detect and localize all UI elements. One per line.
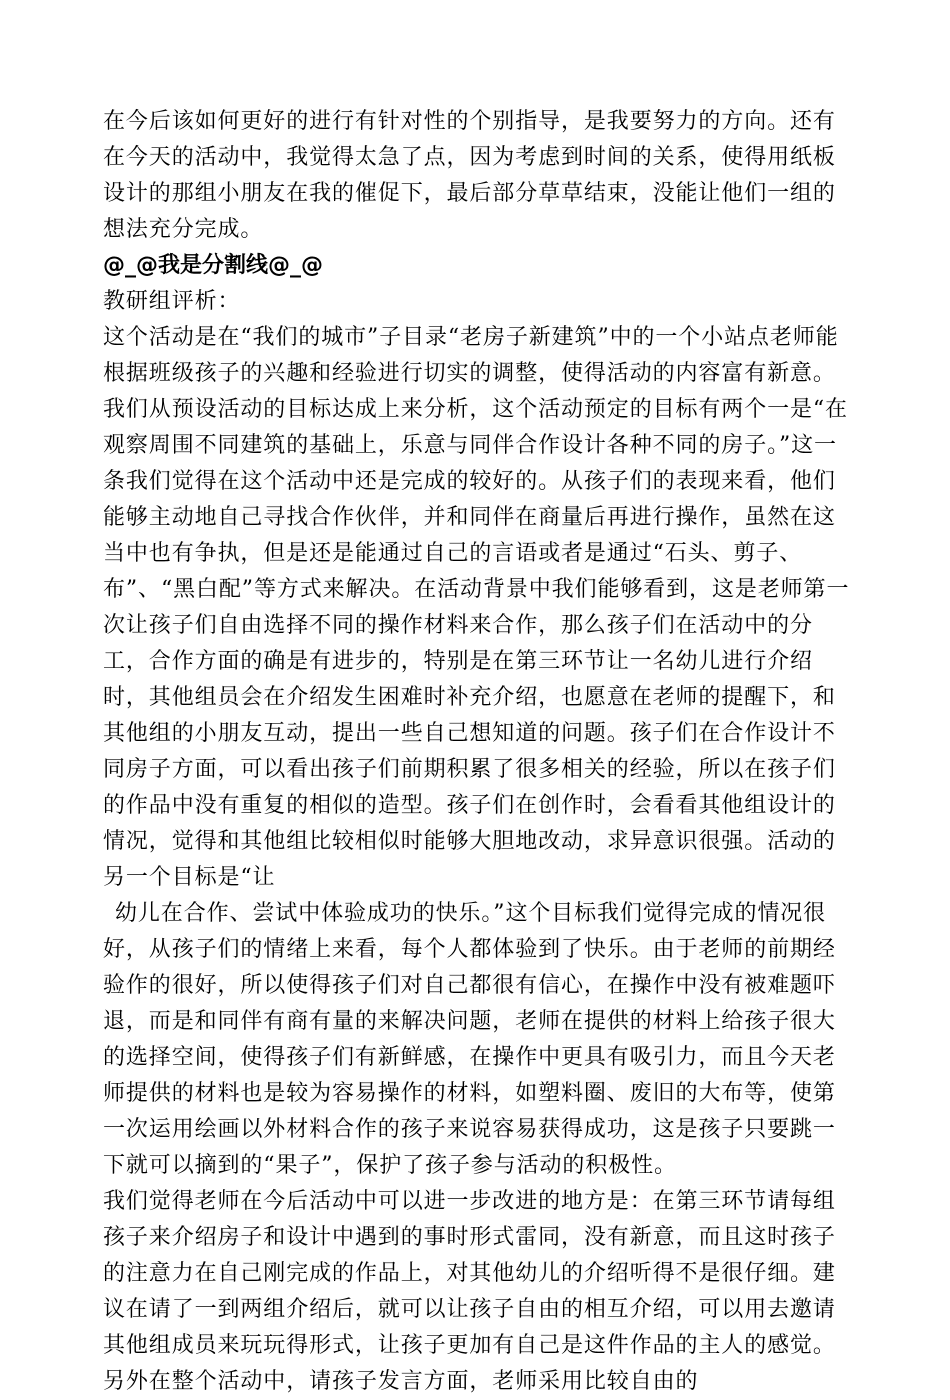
analysis-paragraph-2: 幼儿在合作、尝试中体验成功的快乐。”这个目标我们觉得完成的情况很好，从孩子们的情绪上来看，每个人都体验到了快乐。由于老师的前期经验作的很好，所以使得孩子们对自己都很有信心，在操作中没有被难题吓退，而是和同伴有商有量的来解决问题，老师在提供的材料上给孩子很大的选择空间，使得孩子们有新鲜感，在操作中更具有吸引力，而且今天老师提供的材料也是较为容易操作的材料，如塑料圈、废旧的大布等，使第一次运用绘画以外材料合作的孩子来说容易获得成功，这是孩子只要跳一下就可以摘到的“果子”，保护了孩子参与活动的积极性。: [103, 901, 836, 1178]
section-title: 教研组评析：: [103, 289, 241, 314]
document-page: [103, 104, 850, 1400]
intro-paragraph: 在今后该如何更好的进行有针对性的个别指导，是我要努力的方向。还有在今天的活动中，我觉得太急了点，因为考虑到时间的关系，使得用纸板设计的那组小朋友在我的催促下，最后部分草草结束，没能让他们一组的想法充分完成。: [103, 109, 836, 242]
section-divider: @_@我是分割线@_@: [103, 253, 324, 278]
analysis-paragraph-3: 我们觉得老师在今后活动中可以进一步改进的地方是：在第三环节请每组孩子来介绍房子和设计中遇到的事时形式雷同，没有新意，而且这时孩子的注意力在自己刚完成的作品上，对其他幼儿的介绍听得不是很仔细。建议在请了一到两组介绍后，就可以让孩子自由的相互介绍，可以用去邀请其他组成员来玩玩得形式，让孩子更加有自己是这件作品的主人的感觉。另外在整个活动中，请孩子发言方面，老师采用比较自由的: [103, 1189, 836, 1394]
analysis-paragraph-1: 这个活动是在“我们的城市”子目录“老房子新建筑”中的一个小站点老师能根据班级孩子的兴趣和经验进行切实的调整，使得活动的内容富有新意。我们从预设活动的目标达成上来分析，这个活动预定的目标有两个一是“在观察周围不同建筑的基础上，乐意与同伴合作设计各种不同的房子。”这一条我们觉得在这个活动中还是完成的较好的。从孩子们的表现来看，他们能够主动地自己寻找合作伙伴，并和同伴在商量后再进行操作，虽然在这当中也有争执，但是还是能通过自己的言语或者是通过“石头、剪子、布”、“黑白配”等方式来解决。在活动背景中我们能够看到，这是老师第一次让孩子们自由选择不同的操作材料来合作，那么孩子们在活动中的分工，合作方面的确是有进步的，特别是在第三环节让一名幼儿进行介绍时，其他组员会在介绍发生困难时补充介绍，也愿意在老师的提醒下，和其他组的小朋友互动，提出一些自己想知道的问题。孩子们在合作设计不同房子方面，可以看出孩子们前期积累了很多相关的经验，所以在孩子们的作品中没有重复的相似的造型。孩子们在创作时，会看看其他组设计的情况，觉得和其他组比较相似时能够大胆地改动，求异意识很强。活动的另一个目标是“让: [103, 325, 850, 890]
